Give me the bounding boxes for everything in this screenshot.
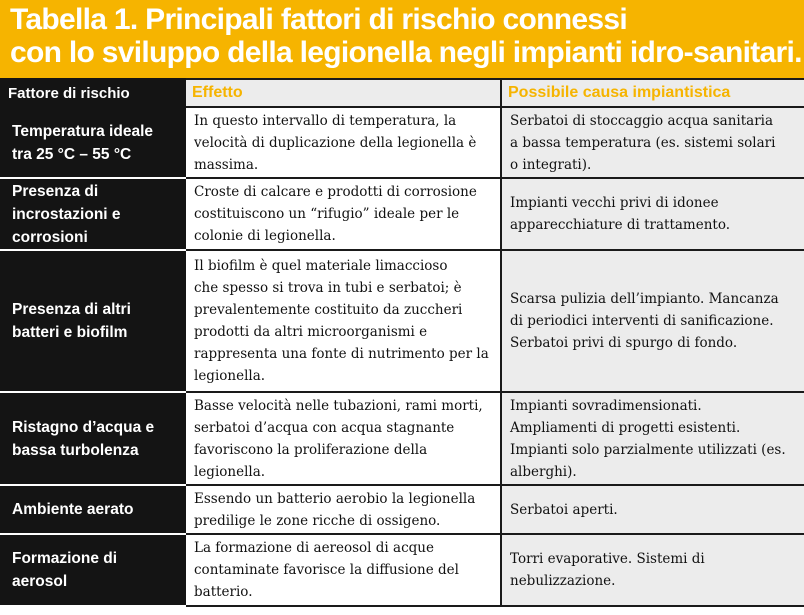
cell-line: Impianti vecchi privi di idonee: [510, 195, 719, 211]
cell-line: a bassa temperatura (es. sistemi solari: [510, 134, 776, 151]
cell-line: colonie di legionella.: [194, 228, 336, 244]
table-row: [1, 485, 804, 534]
cell-line: Il biofilm è quel materiale limaccioso: [194, 258, 448, 274]
cell-line: favoriscono la proliferazione della: [194, 441, 428, 458]
table-row: [1, 534, 804, 606]
table-title-line-2: con lo sviluppo della legionella negli impianti idro-sanitari.: [10, 36, 802, 69]
cell-line: Temperatura ideale: [12, 122, 153, 140]
table-title: [0, 0, 804, 78]
cell-line: alberghi).: [510, 463, 577, 480]
cell-line: Presenza di: [12, 182, 99, 200]
cell-line: Ampliamenti di progetti esistenti.: [510, 419, 741, 436]
cell-line: Formazione di: [12, 550, 118, 567]
cell-line: Impianti solo parzialmente utilizzati (es.: [510, 441, 786, 458]
cell-line: serbatoi d’acqua con acqua stagnante: [194, 419, 455, 436]
row-effect-cell: [185, 392, 501, 485]
row-factor-cell: [1, 534, 185, 606]
header-cause: Possibile causa impiantistica: [501, 79, 804, 107]
cell-line: Ristagno d’acqua e: [12, 418, 155, 436]
row-factor-cell: [1, 178, 185, 250]
table-title-line-1: Tabella 1. Principali fattori di rischio connessi: [10, 3, 627, 36]
table-header-row: [1, 79, 804, 107]
row-effect-cell: [185, 178, 501, 250]
row-cause-cell: [501, 250, 804, 392]
cell-line: La formazione di aereosol di acque: [194, 540, 434, 556]
cell-line: In questo intervallo di temperatura, la: [194, 112, 457, 129]
row-cause-cell: [501, 534, 804, 606]
table-row: [1, 392, 804, 485]
table-row: [1, 178, 804, 250]
cell-line: Ambiente aerato: [12, 501, 134, 518]
cell-line: Impianti sovradimensionati.: [510, 397, 702, 414]
header-effect: Effetto: [185, 79, 501, 107]
row-effect-cell: [185, 107, 501, 178]
row-effect-cell: [185, 485, 501, 534]
cell-line: contaminate favorisce la diffusione del: [194, 562, 459, 578]
row-factor-cell: [1, 485, 185, 534]
row-effect-cell: [185, 534, 501, 606]
cell-line: nebulizzazione.: [510, 573, 616, 589]
cell-line: o integrati).: [510, 156, 592, 173]
cell-line: bassa turbolenza: [12, 441, 139, 459]
row-cause-cell: [501, 107, 804, 178]
row-cause-cell: [501, 485, 804, 534]
cell-line: legionella.: [194, 368, 266, 384]
row-factor-cell: [1, 250, 185, 392]
cell-line: incrostazioni e: [12, 205, 121, 223]
cell-line: Essendo un batterio aerobio la legionella: [194, 490, 476, 507]
row-factor-cell: [1, 107, 185, 178]
row-cause-cell: [501, 178, 804, 250]
cell-line: velocità di duplicazione della legionella è: [194, 134, 477, 151]
cell-line: Serbatoi privi di spurgo di fondo.: [510, 335, 738, 351]
table-row: [1, 107, 804, 178]
cell-line: Torri evaporative. Sistemi di: [510, 551, 705, 567]
cell-line: prodotti da altri microorganismi e: [194, 324, 428, 340]
row-cause-cell: [501, 392, 804, 485]
cell-line: aerosol: [12, 573, 68, 590]
cell-line: Croste di calcare e prodotti di corrosione: [194, 184, 477, 200]
cell-line: massima.: [194, 156, 259, 173]
cell-line: di periodici interventi di sanificazione.: [510, 313, 774, 329]
cell-line: Serbatoi aperti.: [510, 501, 618, 518]
cell-line: che spesso si trova in tubi e serbatoi; è: [194, 280, 462, 296]
cell-line: batterio.: [194, 584, 253, 600]
cell-line: Scarsa pulizia dell’impianto. Mancanza: [510, 291, 779, 307]
cell-line: Serbatoi di stoccaggio acqua sanitaria: [510, 112, 774, 129]
cell-line: apparecchiature di trattamento.: [510, 217, 731, 233]
cell-line: prevalentemente costituito da zuccheri: [194, 302, 463, 318]
row-effect-cell: [185, 250, 501, 392]
cell-line: Basse velocità nelle tubazioni, rami morti,: [194, 397, 483, 414]
cell-line: predilige le zone ricche di ossigeno.: [194, 512, 441, 529]
cell-line: rappresenta una fonte di nutrimento per la: [194, 346, 489, 362]
cell-line: corrosioni: [12, 228, 88, 246]
cell-line: costituiscono un “rifugio” ideale per le: [194, 206, 460, 222]
row-factor-cell: [1, 392, 185, 485]
cell-line: batteri e biofilm: [12, 324, 128, 341]
table-row: [1, 250, 804, 392]
cell-line: tra 25 °C – 55 °C: [12, 145, 132, 163]
risk-factors-table: [0, 78, 804, 607]
cell-line: Presenza di altri: [12, 301, 131, 318]
cell-line: legionella.: [194, 463, 266, 480]
header-factor: Fattore di rischio: [1, 79, 185, 107]
